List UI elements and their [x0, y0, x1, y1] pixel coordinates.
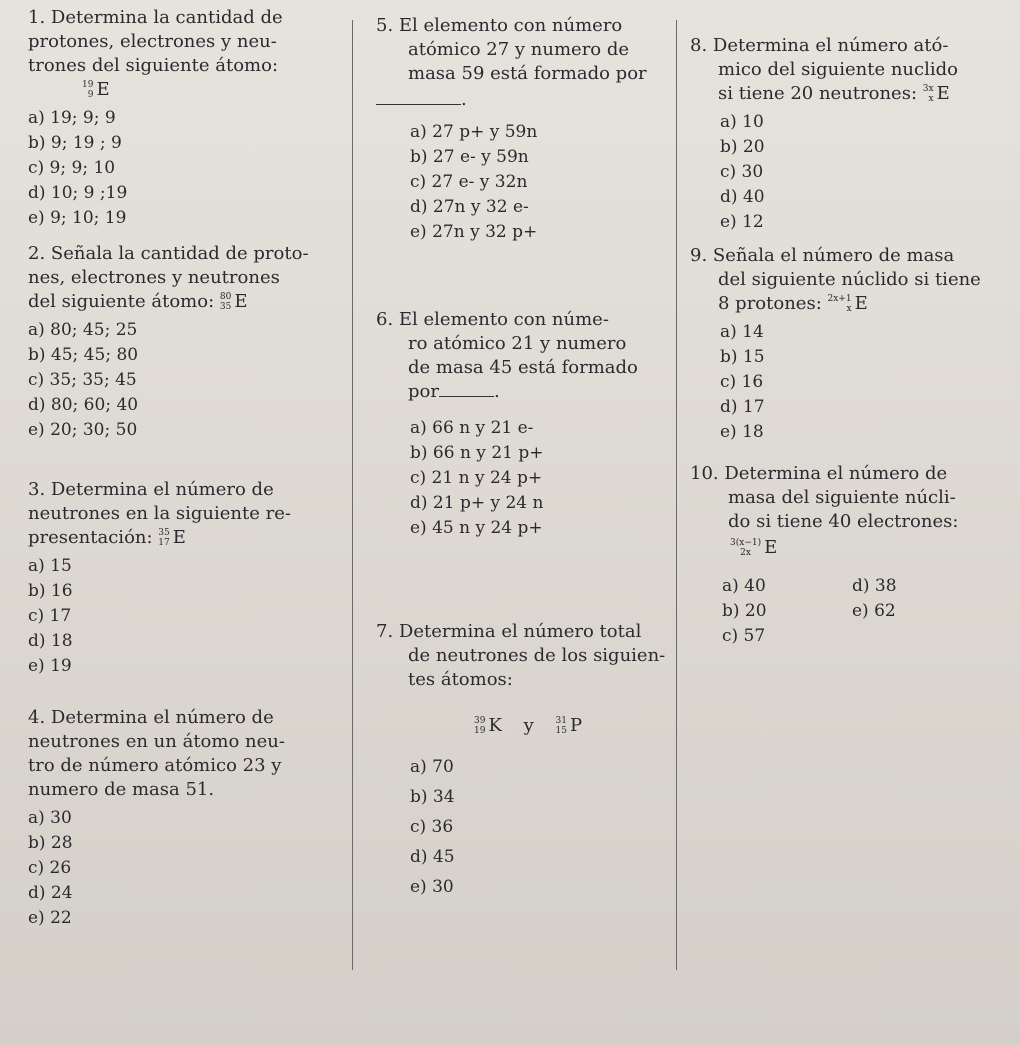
option[interactable]: e) 27n y 32 p+ — [410, 222, 538, 242]
question-10 — [690, 462, 1002, 649]
question-4-stem — [28, 706, 348, 802]
question-2-stem — [28, 242, 348, 314]
option[interactable]: b) 20 — [722, 601, 767, 621]
question-8-stem — [690, 34, 1002, 106]
option[interactable]: c) 27 e- y 32n — [410, 172, 528, 192]
question-4 — [28, 706, 348, 931]
element-symbol: E — [96, 79, 110, 100]
option[interactable]: d) 38 — [852, 576, 897, 596]
mass-number: 3x — [922, 84, 934, 94]
stem-line — [690, 292, 1002, 316]
option[interactable]: e) 30 — [410, 877, 454, 897]
stem-line: 8. Determina el número ató- — [690, 35, 949, 56]
option[interactable]: a) 80; 45; 25 — [28, 320, 138, 340]
connector-text: y — [523, 715, 534, 736]
option[interactable]: c) 57 — [722, 626, 766, 646]
stem-line: numero de masa 51. — [28, 779, 215, 800]
options-list — [690, 320, 1002, 445]
nuclide-notation — [158, 526, 186, 550]
element-symbol: E — [936, 83, 950, 104]
question-7 — [376, 620, 668, 902]
element-symbol: P — [570, 715, 583, 736]
option[interactable]: d) 45 — [410, 847, 455, 867]
options-list — [376, 120, 668, 245]
nuclide-notation — [828, 292, 868, 316]
option[interactable]: b) 34 — [410, 787, 455, 807]
options-list — [690, 110, 1002, 235]
option[interactable]: d) 24 — [28, 883, 73, 903]
atomic-number: 2x — [740, 548, 751, 558]
atomic-number: x — [928, 94, 934, 104]
option[interactable]: e) 9; 10; 19 — [28, 208, 127, 228]
atomic-number: 17 — [158, 538, 170, 548]
stem-line: 3. Determina el número de — [28, 479, 274, 500]
option[interactable]: e) 45 n y 24 p+ — [410, 518, 543, 538]
option[interactable]: d) 18 — [28, 631, 73, 651]
atomic-number: 19 — [474, 726, 486, 736]
column-divider-left — [352, 20, 353, 970]
stem-line: 4. Determina el número de — [28, 707, 274, 728]
stem-line: 10. Determina el número de — [690, 463, 948, 484]
stem-line: masa 59 está formado por — [408, 63, 647, 84]
option[interactable]: a) 70 — [410, 757, 454, 777]
atomic-number: 35 — [219, 302, 232, 312]
option[interactable]: c) 16 — [720, 372, 764, 392]
stem-line: tes átomos: — [408, 669, 513, 690]
stem-line — [690, 82, 1002, 106]
element-symbol: E — [764, 537, 778, 558]
option[interactable]: d) 10; 9 ;19 — [28, 183, 128, 203]
option[interactable]: a) 14 — [720, 322, 764, 342]
option[interactable]: d) 80; 60; 40 — [28, 395, 139, 415]
nuclide-notation — [220, 290, 248, 314]
atomic-number: x — [846, 304, 852, 314]
stem-line: do si tiene 40 electrones: — [728, 511, 959, 532]
answer-blank[interactable] — [439, 382, 494, 397]
stem-text: 8 protones: — [718, 293, 822, 314]
atomic-number: 15 — [555, 726, 567, 736]
stem-line: 5. El elemento con número — [376, 15, 623, 36]
option[interactable]: c) 17 — [28, 606, 72, 626]
question-3 — [28, 478, 348, 679]
element-symbol: E — [172, 527, 186, 548]
option[interactable]: b) 15 — [720, 347, 765, 367]
option[interactable]: a) 27 p+ y 59n — [410, 122, 538, 142]
option[interactable]: c) 35; 35; 45 — [28, 370, 137, 390]
nuclide-notation — [730, 536, 777, 560]
stem-line: 6. El elemento con núme- — [376, 309, 609, 330]
option[interactable]: a) 30 — [28, 808, 72, 828]
option[interactable]: c) 26 — [28, 858, 72, 878]
stem-line: protones, electrones y neu- — [28, 31, 277, 52]
nuclide-notation — [923, 82, 950, 106]
stem-line: 1. Determina la cantidad de — [28, 7, 283, 28]
option[interactable]: b) 9; 19 ; 9 — [28, 133, 122, 153]
stem-line: mico del siguiente nuclido — [718, 59, 958, 80]
stem-line: 7. Determina el número total — [376, 621, 642, 642]
mass-number: 80 — [219, 292, 232, 302]
option[interactable]: b) 20 — [720, 137, 765, 157]
stem-line — [28, 526, 348, 550]
stem-line — [28, 290, 348, 314]
stem-line: por . — [408, 381, 500, 402]
stem-text: por — [408, 381, 439, 402]
mass-number: 19 — [82, 80, 94, 90]
option[interactable]: c) 21 n y 24 p+ — [410, 468, 543, 488]
option[interactable]: a) 19; 9; 9 — [28, 108, 116, 128]
option[interactable]: e) 22 — [28, 908, 72, 928]
options-grid — [690, 574, 1002, 649]
stem-line: atómico 27 y numero de — [408, 39, 630, 60]
question-9 — [690, 244, 1002, 445]
option[interactable]: d) 27n y 32 e- — [410, 197, 529, 217]
option[interactable]: b) 45; 45; 80 — [28, 345, 139, 365]
question-6 — [376, 308, 668, 541]
stem-line: ro atómico 21 y numero — [408, 333, 627, 354]
stem-line: del siguiente núclido si tiene — [718, 269, 981, 290]
question-5-stem — [376, 14, 668, 112]
option[interactable]: a) 15 — [28, 556, 72, 576]
option[interactable]: e) 62 — [852, 601, 896, 621]
stem-line: nes, electrones y neutrones — [28, 267, 280, 288]
stem-line: 2. Señala la cantidad de proto- — [28, 243, 309, 264]
element-symbol: E — [234, 291, 248, 312]
stem-text: del siguiente átomo: — [28, 291, 215, 312]
options-list — [376, 752, 668, 902]
option[interactable]: b) 66 n y 21 p+ — [410, 443, 544, 463]
mass-number: 3(x−1) — [730, 538, 762, 548]
option[interactable]: c) 9; 9; 10 — [28, 158, 116, 178]
option[interactable]: e) 19 — [28, 656, 72, 676]
nuclide-notation — [474, 714, 502, 738]
option[interactable]: e) 12 — [720, 212, 764, 232]
option[interactable]: b) 28 — [28, 833, 73, 853]
element-symbol: E — [854, 293, 868, 314]
option[interactable]: d) 21 p+ y 24 n — [410, 493, 544, 513]
question-1 — [28, 6, 348, 231]
option[interactable]: c) 30 — [720, 162, 764, 182]
option[interactable]: e) 18 — [720, 422, 764, 442]
nuclide-notation — [556, 714, 583, 738]
stem-text: presentación: — [28, 527, 153, 548]
option[interactable]: a) 66 n y 21 e- — [410, 418, 534, 438]
option[interactable]: d) 40 — [720, 187, 765, 207]
option[interactable]: e) 20; 30; 50 — [28, 420, 138, 440]
stem-line: tro de número atómico 23 y — [28, 755, 282, 776]
mass-number: 31 — [555, 716, 567, 726]
mass-number: 2x+1 — [827, 294, 852, 304]
option[interactable]: c) 36 — [410, 817, 454, 837]
nuclide-notation — [82, 78, 110, 102]
option[interactable]: b) 16 — [28, 581, 73, 601]
option[interactable]: b) 27 e- y 59n — [410, 147, 529, 167]
stem-line: masa del siguiente núcli- — [728, 487, 956, 508]
question-3-stem — [28, 478, 348, 550]
question-1-stem — [28, 6, 348, 102]
stem-line: de masa 45 está formado — [408, 357, 638, 378]
stem-line: 9. Señala el número de masa — [690, 245, 955, 266]
nuclide-pair — [474, 714, 668, 738]
question-2 — [28, 242, 348, 443]
answer-blank[interactable]: . — [376, 88, 668, 112]
question-7-stem — [376, 620, 668, 738]
question-8 — [690, 34, 1002, 235]
question-10-stem — [690, 462, 1002, 560]
options-list — [376, 416, 668, 541]
column-divider-right — [676, 20, 677, 970]
element-symbol: K — [488, 715, 502, 736]
question-5 — [376, 14, 668, 245]
option[interactable]: d) 17 — [720, 397, 765, 417]
option[interactable]: a) 10 — [720, 112, 764, 132]
stem-text: si tiene 20 neutrones: — [718, 83, 918, 104]
stem-line: neutrones en la siguiente re- — [28, 503, 291, 524]
stem-line: trones del siguiente átomo: — [28, 55, 279, 76]
stem-line: de neutrones de los siguien- — [408, 645, 666, 666]
question-6-stem — [376, 308, 668, 404]
question-9-stem — [690, 244, 1002, 316]
option[interactable]: a) 40 — [722, 576, 766, 596]
mass-number: 39 — [474, 716, 486, 726]
mass-number: 35 — [158, 528, 170, 538]
atomic-number: 9 — [87, 90, 94, 100]
stem-line: neutrones en un átomo neu- — [28, 731, 285, 752]
